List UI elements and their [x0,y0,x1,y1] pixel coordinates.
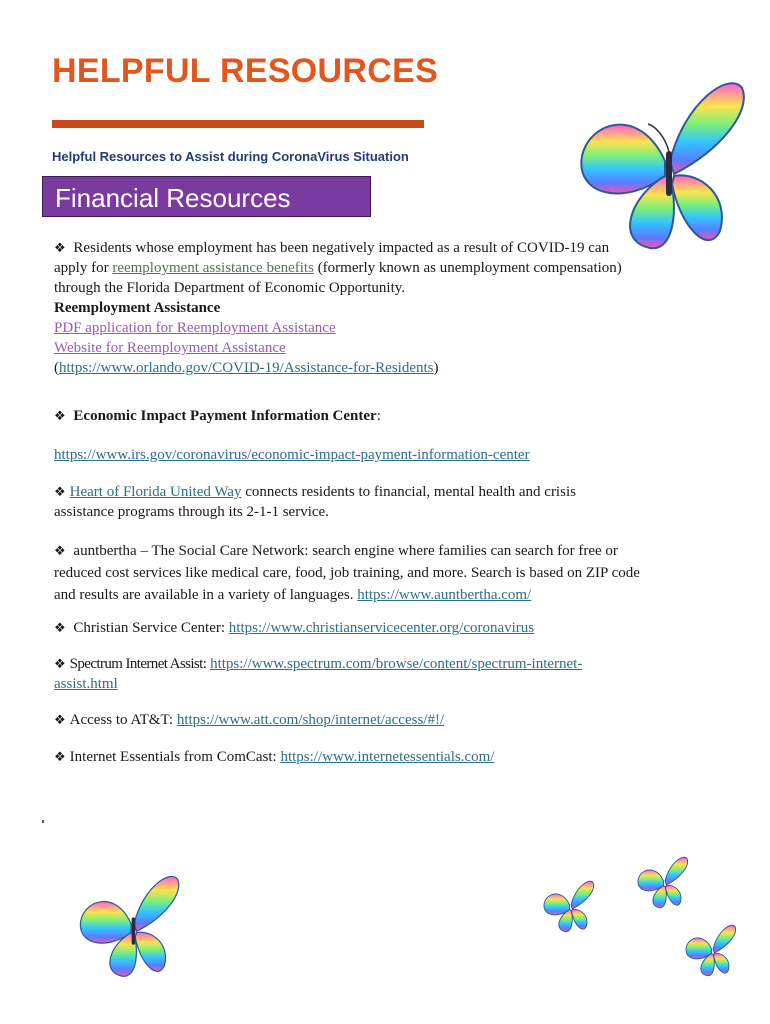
spectrum-link[interactable]: https://www.spectrum.com/browse/content/spectrum-internet-assist.html [54,656,583,692]
title-underline [52,120,424,128]
page-title: HELPFUL RESOURCES [52,52,439,90]
stray-mark [42,820,44,823]
reemployment-item [54,238,639,378]
att-label: Access to AT&T: [69,712,174,728]
eip-link-row [54,445,694,465]
christian-label: Christian Service Center: [73,620,226,636]
butterfly-icon [632,852,692,910]
eip-colon: : [376,408,381,424]
bullet-icon: ❖ [54,656,66,671]
paren-open: ( [54,360,59,376]
bullet-icon: ❖ [54,543,66,558]
eip-item [54,406,694,426]
comcast-label: Internet Essentials from ComCast: [69,749,277,765]
spectrum-label: Spectrum Internet Assist: [69,656,207,672]
united-way-text: connects residents to financial, mental health and crisis assistance programs through its 2-1-1 service. [54,484,576,520]
eip-heading: Economic Impact Payment Information Center [73,408,377,424]
bullet-icon: ❖ [54,484,66,499]
section-title: Financial Resources [55,183,291,213]
butterfly-icon [570,66,750,256]
united-way-link[interactable]: Heart of Florida United Way [69,484,242,500]
reemployment-text: Residents whose employment has been negatively impacted as a result of COVID-19 can apply for [54,240,610,276]
page-subtitle: Helpful Resources to Assist during CoronaVirus Situation [52,149,409,164]
reemployment-website-link[interactable]: Website for Reemployment Assistance [54,340,286,356]
bullet-icon: ❖ [54,712,66,727]
christian-link[interactable]: https://www.christianservicecenter.org/coronavirus [228,620,535,636]
comcast-item [54,747,694,767]
irs-link[interactable]: https://www.irs.gov/coronavirus/economic-impact-payment-information-center [54,447,530,463]
section-header-financial [42,176,371,217]
reemployment-text-after: (formerly known as unemployment compensation) through the Florida Department of Economic Opportunity. [54,260,622,296]
att-item [54,710,694,730]
att-link[interactable]: https://www.att.com/shop/internet/access/#!/ [176,712,445,728]
pdf-application-link[interactable]: PDF application for Reemployment Assistance [54,320,336,336]
butterfly-icon [68,866,188,981]
butterfly-icon [538,876,598,934]
spectrum-item [54,654,644,694]
bullet-icon: ❖ [54,620,66,635]
reemployment-heading: Reemployment Assistance [54,300,221,316]
paren-close: ) [433,360,439,376]
bullet-icon: ❖ [54,240,66,255]
auntbertha-text: auntbertha – The Social Care Network: search engine where families can search for free or reduced cost services like medical care, food, job training, and more. Search is based on ZIP code and results are available in a variety of languages. [54,543,640,603]
christian-item [54,618,694,638]
orlando-link[interactable]: https://www.orlando.gov/COVID-19/Assistance-for-Residents [59,360,434,376]
reemployment-benefits-link[interactable]: reemployment assistance benefits [112,260,314,276]
comcast-link[interactable]: https://www.internetessentials.com/ [280,749,495,765]
butterfly-icon [680,920,740,978]
united-way-item [54,482,639,522]
auntbertha-link[interactable]: https://www.auntbertha.com/ [357,587,532,603]
bullet-icon: ❖ [54,408,66,423]
bullet-icon: ❖ [54,749,66,764]
auntbertha-item [54,540,654,606]
